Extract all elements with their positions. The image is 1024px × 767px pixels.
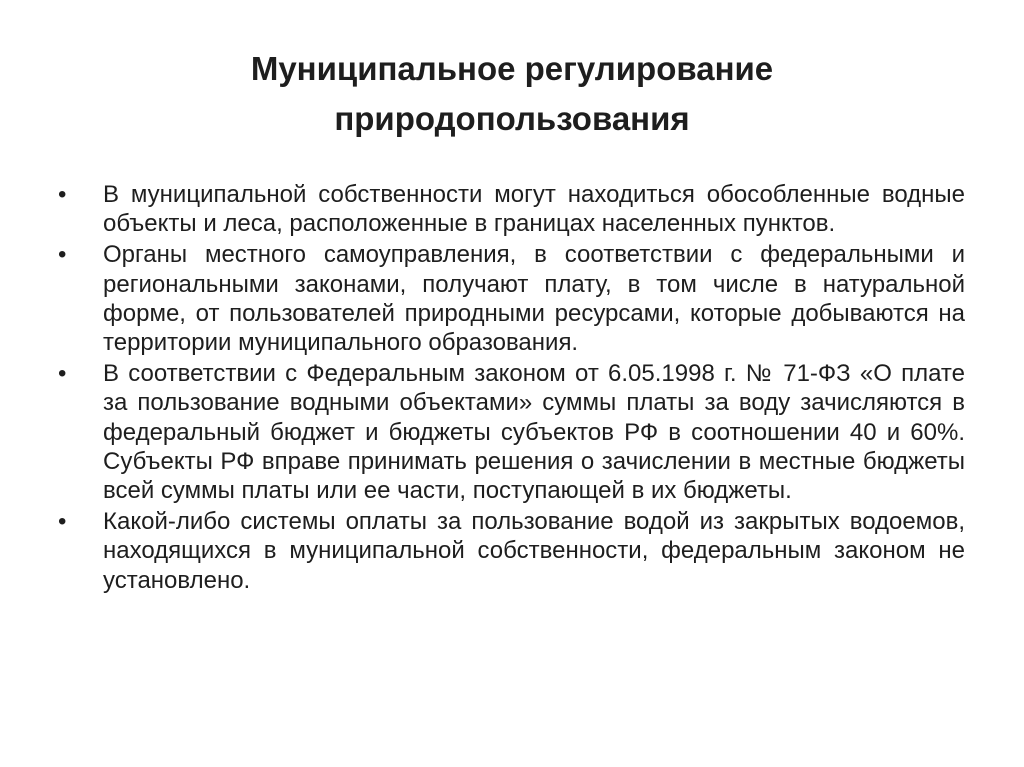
bullet-dot-icon: • xyxy=(58,360,67,388)
bullet-list xyxy=(55,180,965,597)
bullet-item xyxy=(55,180,965,238)
bullet-text: В соответствии с Федеральным законом от 6.05.1998 г. № 71-ФЗ «О плате за пользование водными объектами» суммы платы за воду зачисляются в федеральный бюджет и бюджеты субъектов РФ в соотношении 40 и 60%. Субъекты РФ вправе принимать решения о зачислении в местные бюджеты всей суммы платы или ее части, поступающей в их бюджеты. xyxy=(103,360,965,505)
bullet-dot-icon: • xyxy=(58,508,67,536)
slide-title-line-2: природопользования xyxy=(334,100,690,137)
bullet-item xyxy=(55,359,965,505)
bullet-text: Органы местного самоуправления, в соответствии с федеральными и региональными законами, получают плату, в том числе в натуральной форме, от пользователей природными ресурсами, которые добываются на территории муниципального образования. xyxy=(103,241,965,357)
bullet-text: В муниципальной собственности могут находиться обособленные водные объекты и леса, расположенные в границах населенных пунктов. xyxy=(103,181,965,238)
slide-title xyxy=(90,44,934,144)
slide-title-line-1: Муниципальное регулирование xyxy=(250,50,774,87)
bullet-item xyxy=(55,507,965,595)
bullet-dot-icon: • xyxy=(58,181,67,208)
bullet-text: Какой-либо системы оплаты за пользование водой из закрытых водоемов, находящихся в муниципальной собственности, федеральным законом не установлено. xyxy=(103,508,965,594)
bullet-item xyxy=(55,240,965,357)
bullet-dot-icon: • xyxy=(58,241,67,269)
